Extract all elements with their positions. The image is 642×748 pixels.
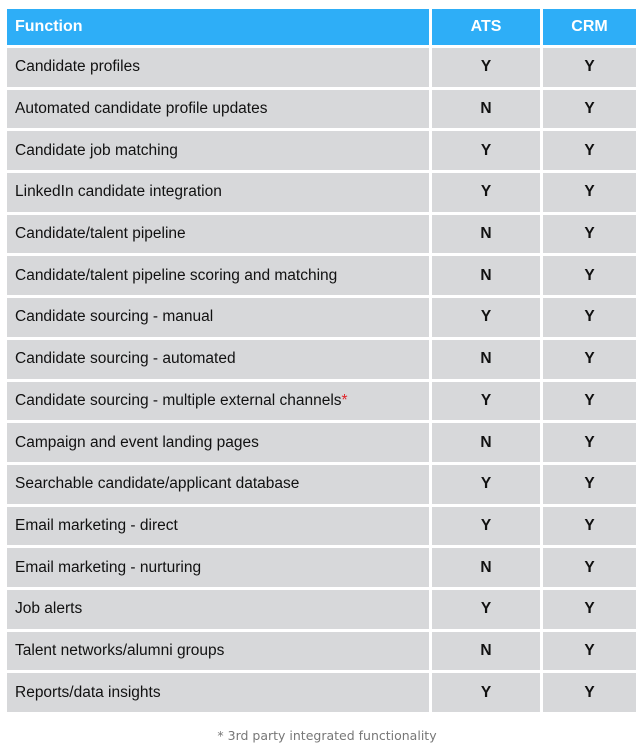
function-cell: [7, 632, 429, 671]
crm-cell: Y: [543, 423, 636, 462]
function-cell: [7, 465, 429, 504]
function-cell: [7, 131, 429, 170]
crm-cell: Y: [543, 340, 636, 379]
crm-cell: Y: [543, 590, 636, 629]
ats-cell: Y: [432, 465, 540, 504]
crm-cell: Y: [543, 632, 636, 671]
function-cell: [7, 340, 429, 379]
function-cell: [7, 548, 429, 587]
table-row: [7, 465, 636, 504]
crm-cell: Y: [543, 673, 636, 712]
function-cell: [7, 298, 429, 337]
table-row: [7, 340, 636, 379]
ats-cell: N: [432, 215, 540, 254]
function-cell: [7, 423, 429, 462]
table-row: [7, 173, 636, 212]
ats-cell: N: [432, 90, 540, 129]
function-label: Email marketing - direct: [15, 516, 178, 534]
function-cell: [7, 215, 429, 254]
footnote-marker: *: [341, 391, 348, 409]
table-row: [7, 90, 636, 129]
table-row: [7, 48, 636, 87]
function-label: Candidate sourcing - automated: [15, 350, 236, 368]
function-cell: [7, 256, 429, 295]
footnote: * 3rd party integrated functionality: [217, 728, 437, 743]
crm-cell: Y: [543, 48, 636, 87]
table-row: [7, 382, 636, 421]
crm-cell: Y: [543, 173, 636, 212]
function-label: Searchable candidate/applicant database: [15, 475, 300, 493]
table-row: [7, 632, 636, 671]
ats-cell: Y: [432, 298, 540, 337]
function-label: Campaign and event landing pages: [15, 433, 259, 451]
function-cell: [7, 48, 429, 87]
crm-cell: Y: [543, 507, 636, 546]
crm-cell: Y: [543, 382, 636, 421]
header-row: [7, 9, 636, 45]
function-label: Job alerts: [15, 600, 83, 618]
function-cell: [7, 173, 429, 212]
function-label: LinkedIn candidate integration: [15, 183, 222, 201]
ats-cell: Y: [432, 507, 540, 546]
ats-cell: N: [432, 340, 540, 379]
ats-cell: Y: [432, 673, 540, 712]
table-row: [7, 298, 636, 337]
function-label: Candidate sourcing - manual: [15, 308, 214, 326]
table-row: [7, 215, 636, 254]
header-function: Function: [7, 9, 429, 45]
table-row: [7, 590, 636, 629]
ats-cell: Y: [432, 382, 540, 421]
ats-cell: Y: [432, 48, 540, 87]
header-ats: ATS: [432, 9, 540, 45]
comparison-table: [4, 6, 639, 715]
function-cell: [7, 673, 429, 712]
crm-cell: Y: [543, 215, 636, 254]
function-label: Candidate/talent pipeline scoring and matching: [15, 266, 338, 284]
function-cell: [7, 507, 429, 546]
function-label: Candidate/talent pipeline: [15, 225, 186, 243]
ats-cell: N: [432, 548, 540, 587]
function-label: Talent networks/alumni groups: [15, 641, 225, 659]
header-crm: CRM: [543, 9, 636, 45]
function-label: Reports/data insights: [15, 683, 161, 701]
ats-cell: Y: [432, 590, 540, 629]
function-cell: [7, 382, 429, 421]
crm-cell: Y: [543, 465, 636, 504]
table-row: [7, 548, 636, 587]
function-label: Candidate sourcing - multiple external channels: [15, 391, 342, 409]
function-label: Automated candidate profile updates: [15, 100, 268, 118]
table-row: [7, 256, 636, 295]
table-row: [7, 131, 636, 170]
table-row: [7, 423, 636, 462]
function-label: Email marketing - nurturing: [15, 558, 202, 576]
crm-cell: Y: [543, 131, 636, 170]
ats-cell: Y: [432, 131, 540, 170]
crm-cell: Y: [543, 90, 636, 129]
table-row: [7, 507, 636, 546]
table-row: [7, 673, 636, 712]
ats-cell: N: [432, 423, 540, 462]
ats-cell: Y: [432, 173, 540, 212]
ats-cell: N: [432, 632, 540, 671]
function-label: Candidate job matching: [15, 141, 178, 159]
function-cell: [7, 90, 429, 129]
crm-cell: Y: [543, 256, 636, 295]
crm-cell: Y: [543, 298, 636, 337]
function-cell: [7, 590, 429, 629]
function-label: Candidate profiles: [15, 58, 140, 76]
ats-cell: N: [432, 256, 540, 295]
crm-cell: Y: [543, 548, 636, 587]
